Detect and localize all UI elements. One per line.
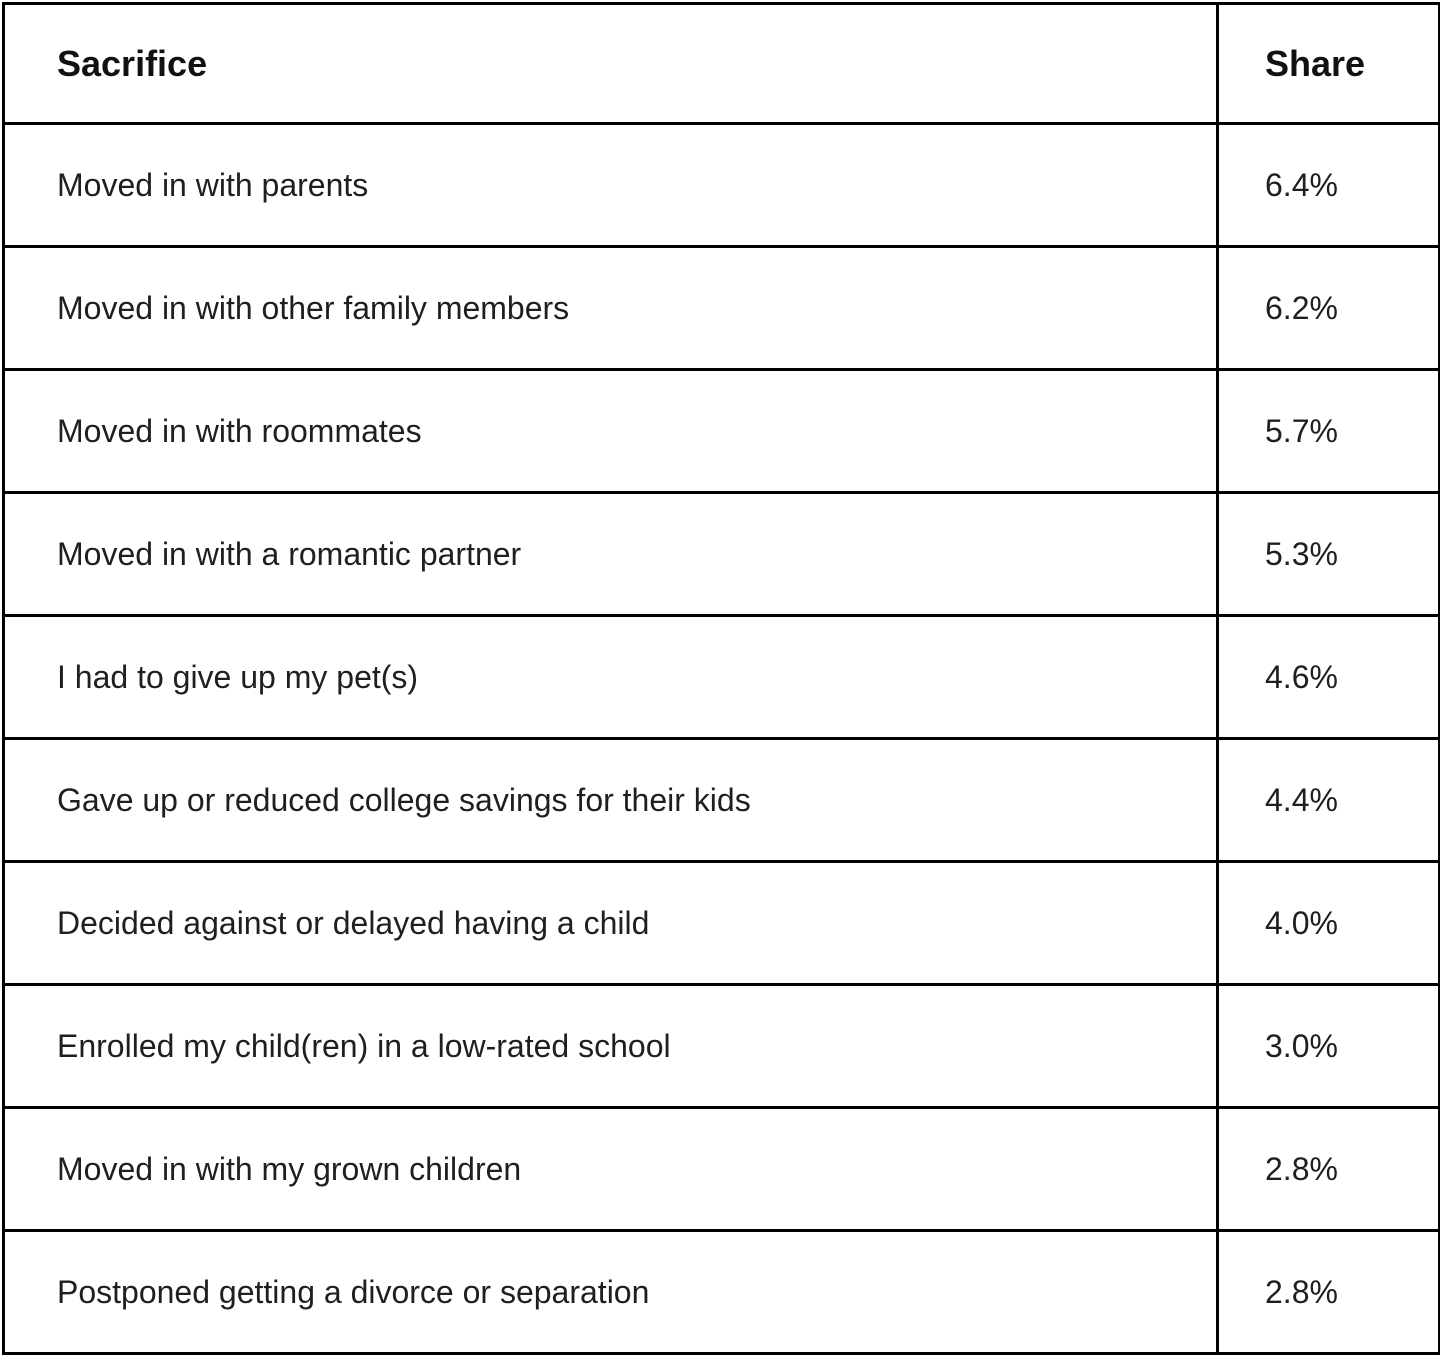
share-cell: 5.3% (1218, 493, 1440, 616)
share-column-header: Share (1218, 4, 1440, 124)
table-row (4, 124, 1440, 247)
share-cell: 4.6% (1218, 616, 1440, 739)
share-cell: 5.7% (1218, 370, 1440, 493)
share-cell: 2.8% (1218, 1231, 1440, 1354)
share-cell: 6.4% (1218, 124, 1440, 247)
table-row (4, 370, 1440, 493)
sacrifice-column-header: Sacrifice (4, 4, 1218, 124)
sacrifice-cell: Decided against or delayed having a child (4, 862, 1218, 985)
sacrifice-cell: Moved in with roommates (4, 370, 1218, 493)
sacrifice-share-table (2, 2, 1440, 1355)
table-row (4, 247, 1440, 370)
table-row (4, 985, 1440, 1108)
sacrifice-cell: Moved in with a romantic partner (4, 493, 1218, 616)
share-cell: 2.8% (1218, 1108, 1440, 1231)
sacrifice-cell: I had to give up my pet(s) (4, 616, 1218, 739)
sacrifice-cell: Moved in with other family members (4, 247, 1218, 370)
sacrifice-cell: Moved in with my grown children (4, 1108, 1218, 1231)
sacrifice-share-table-container (0, 2, 1440, 1355)
sacrifice-cell: Postponed getting a divorce or separation (4, 1231, 1218, 1354)
sacrifice-cell: Enrolled my child(ren) in a low-rated school (4, 985, 1218, 1108)
share-cell: 4.0% (1218, 862, 1440, 985)
table-row (4, 1231, 1440, 1354)
table-row (4, 493, 1440, 616)
header-row (4, 4, 1440, 124)
table-row (4, 616, 1440, 739)
table-header (4, 4, 1440, 124)
sacrifice-cell: Moved in with parents (4, 124, 1218, 247)
share-cell: 6.2% (1218, 247, 1440, 370)
table-body (4, 124, 1440, 1354)
sacrifice-cell: Gave up or reduced college savings for their kids (4, 739, 1218, 862)
table-row (4, 862, 1440, 985)
share-cell: 3.0% (1218, 985, 1440, 1108)
share-cell: 4.4% (1218, 739, 1440, 862)
table-row (4, 739, 1440, 862)
table-row (4, 1108, 1440, 1231)
